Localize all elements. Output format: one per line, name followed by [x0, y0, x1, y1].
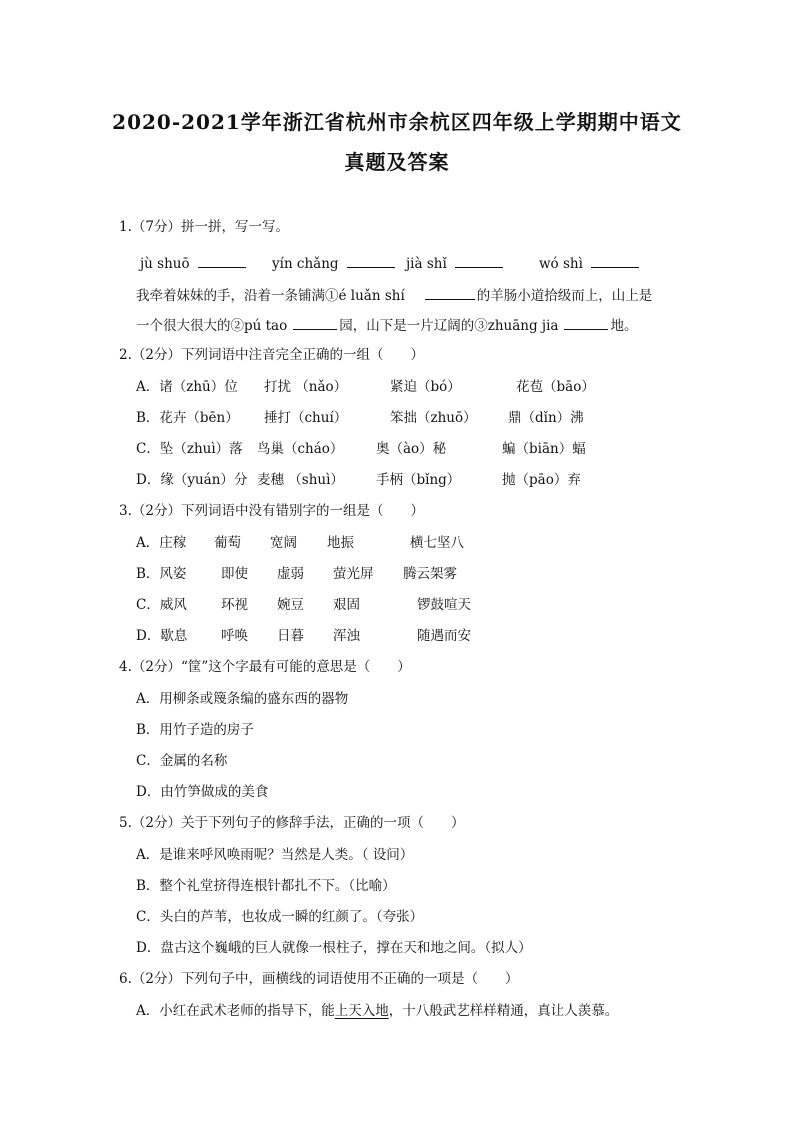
q3-c-3: 婉豆	[277, 597, 304, 613]
q4-option-d: D．由竹笋做成的美食	[136, 784, 269, 800]
q1-paragraph-line1: 我牵着妹妹的手，沿着一条铺满①é luǎn shí 的羊肠小道拾级而上，山上是	[136, 285, 652, 305]
answer-blank[interactable]	[425, 285, 475, 300]
q2-b-1: B．花卉（bēn）	[136, 410, 239, 426]
q2-c-2: 鸟巢（cháo）	[257, 441, 344, 457]
q4-option-c: C．金属的名称	[136, 753, 228, 769]
q3-b-4: 萤光屏	[333, 566, 374, 582]
q2-d-2: 麦穗 （shuì）	[257, 472, 344, 488]
q2-a-4: 花苞（bāo）	[516, 379, 595, 395]
q3-d-5: 随遇而安	[417, 628, 471, 644]
q6-option-a: A．小红在武术老师的指导下，能上天入地，十八般武艺样样精通，真让人羡慕。	[136, 1003, 619, 1019]
q3-b-1: B．风姿	[136, 566, 187, 582]
answer-blank[interactable]	[293, 315, 337, 330]
q1-pinyin-2: yín chǎng	[272, 253, 397, 273]
q3-d-1: D．歇息	[136, 628, 188, 644]
q3-a-1: A．庄稼	[136, 535, 187, 551]
q5-option-a: A．是谁来呼风唤雨呢？当然是人类。（ 设问）	[136, 847, 414, 863]
q2-c-3: 奥（ào）秘	[376, 441, 447, 457]
q3-d-3: 日暮	[277, 628, 304, 644]
q3-c-2: 环视	[221, 597, 248, 613]
q4-heading: 4.（2分）“筐”这个字最有可能的意思是（ ）	[119, 659, 411, 675]
q5-option-b: B．整个礼堂挤得连根针都扎不下。（比喻）	[136, 878, 396, 894]
q3-c-1: C．威风	[136, 597, 187, 613]
q3-c-4: 艰固	[333, 597, 360, 613]
q4-option-a: A．用柳条或篾条编的盛东西的器物	[136, 691, 349, 707]
q2-a-1: A．诸（zhū）位	[136, 379, 238, 395]
q2-d-4: 抛（pāo）弃	[502, 472, 581, 488]
q3-b-2: 即使	[221, 566, 248, 582]
answer-blank[interactable]	[347, 253, 395, 268]
q3-a-3: 宽阔	[270, 535, 297, 551]
q3-heading: 3.（2分）下列词语中没有错别字的一组是（ ）	[119, 503, 424, 519]
q2-d-1: D．缘（yuán）分	[136, 472, 248, 488]
q3-c-5: 锣鼓喧天	[417, 597, 471, 613]
q3-d-2: 呼唤	[221, 628, 248, 644]
q1-pinyin-4: wó shì	[539, 253, 641, 273]
q1-pinyin-1: jù shuō	[140, 253, 248, 273]
q3-d-4: 浑浊	[333, 628, 360, 644]
q1-paragraph-line2: 一个很大很大的②pú tao 园，山下是一片辽阔的③zhuāng jia 地。	[136, 315, 637, 335]
q1-pinyin-3: jià shǐ	[406, 253, 505, 273]
q5-option-c: C．头白的芦苇，也妆成一瞬的红颜了。（夸张）	[136, 909, 424, 925]
q5-option-d: D．盘古这个巍峨的巨人就像一根柱子，撑在天和地之间。（拟人）	[136, 940, 532, 956]
q4-option-b: B．用竹子造的房子	[136, 722, 254, 738]
q3-a-5: 横七坚八	[410, 535, 464, 551]
q2-d-3: 手柄（bǐng）	[376, 472, 461, 488]
q2-heading: 2.（2分）下列词语中注音完全正确的一组（ ）	[119, 347, 424, 363]
doc-title-line2: 真题及答案	[344, 150, 450, 174]
q2-b-4: 鼎（dǐn）沸	[508, 410, 584, 426]
q3-a-4: 地振	[327, 535, 354, 551]
answer-blank[interactable]	[591, 253, 639, 268]
q2-b-2: 捶打（chuí）	[264, 410, 348, 426]
q3-b-3: 虚弱	[277, 566, 304, 582]
q2-b-3: 笨拙（zhuō）	[390, 410, 477, 426]
underlined-phrase: 上天入地	[334, 1003, 389, 1019]
doc-title-line1: 2020-2021学年浙江省杭州市余杭区四年级上学期期中语文	[112, 110, 682, 134]
q3-b-5: 腾云架雾	[403, 566, 457, 582]
q2-c-4: 蝙（biān）蝠	[502, 441, 586, 457]
answer-blank[interactable]	[455, 253, 503, 268]
q2-c-1: C．坠（zhuì）落	[136, 441, 243, 457]
answer-blank[interactable]	[198, 253, 246, 268]
q5-heading: 5.（2分）关于下列句子的修辞手法，正确的一项（ ）	[119, 815, 465, 831]
q3-a-2: 葡萄	[214, 535, 241, 551]
q1-heading: 1.（7分）拼一拼，写一写。	[119, 219, 289, 235]
q2-a-3: 紧迫（bó）	[390, 379, 461, 395]
q2-a-2: 打扰 （nǎo）	[264, 379, 348, 395]
answer-blank[interactable]	[564, 315, 608, 330]
q6-heading: 6.（2分）下列句子中，画横线的词语使用不正确的一项是（ ）	[119, 971, 519, 987]
